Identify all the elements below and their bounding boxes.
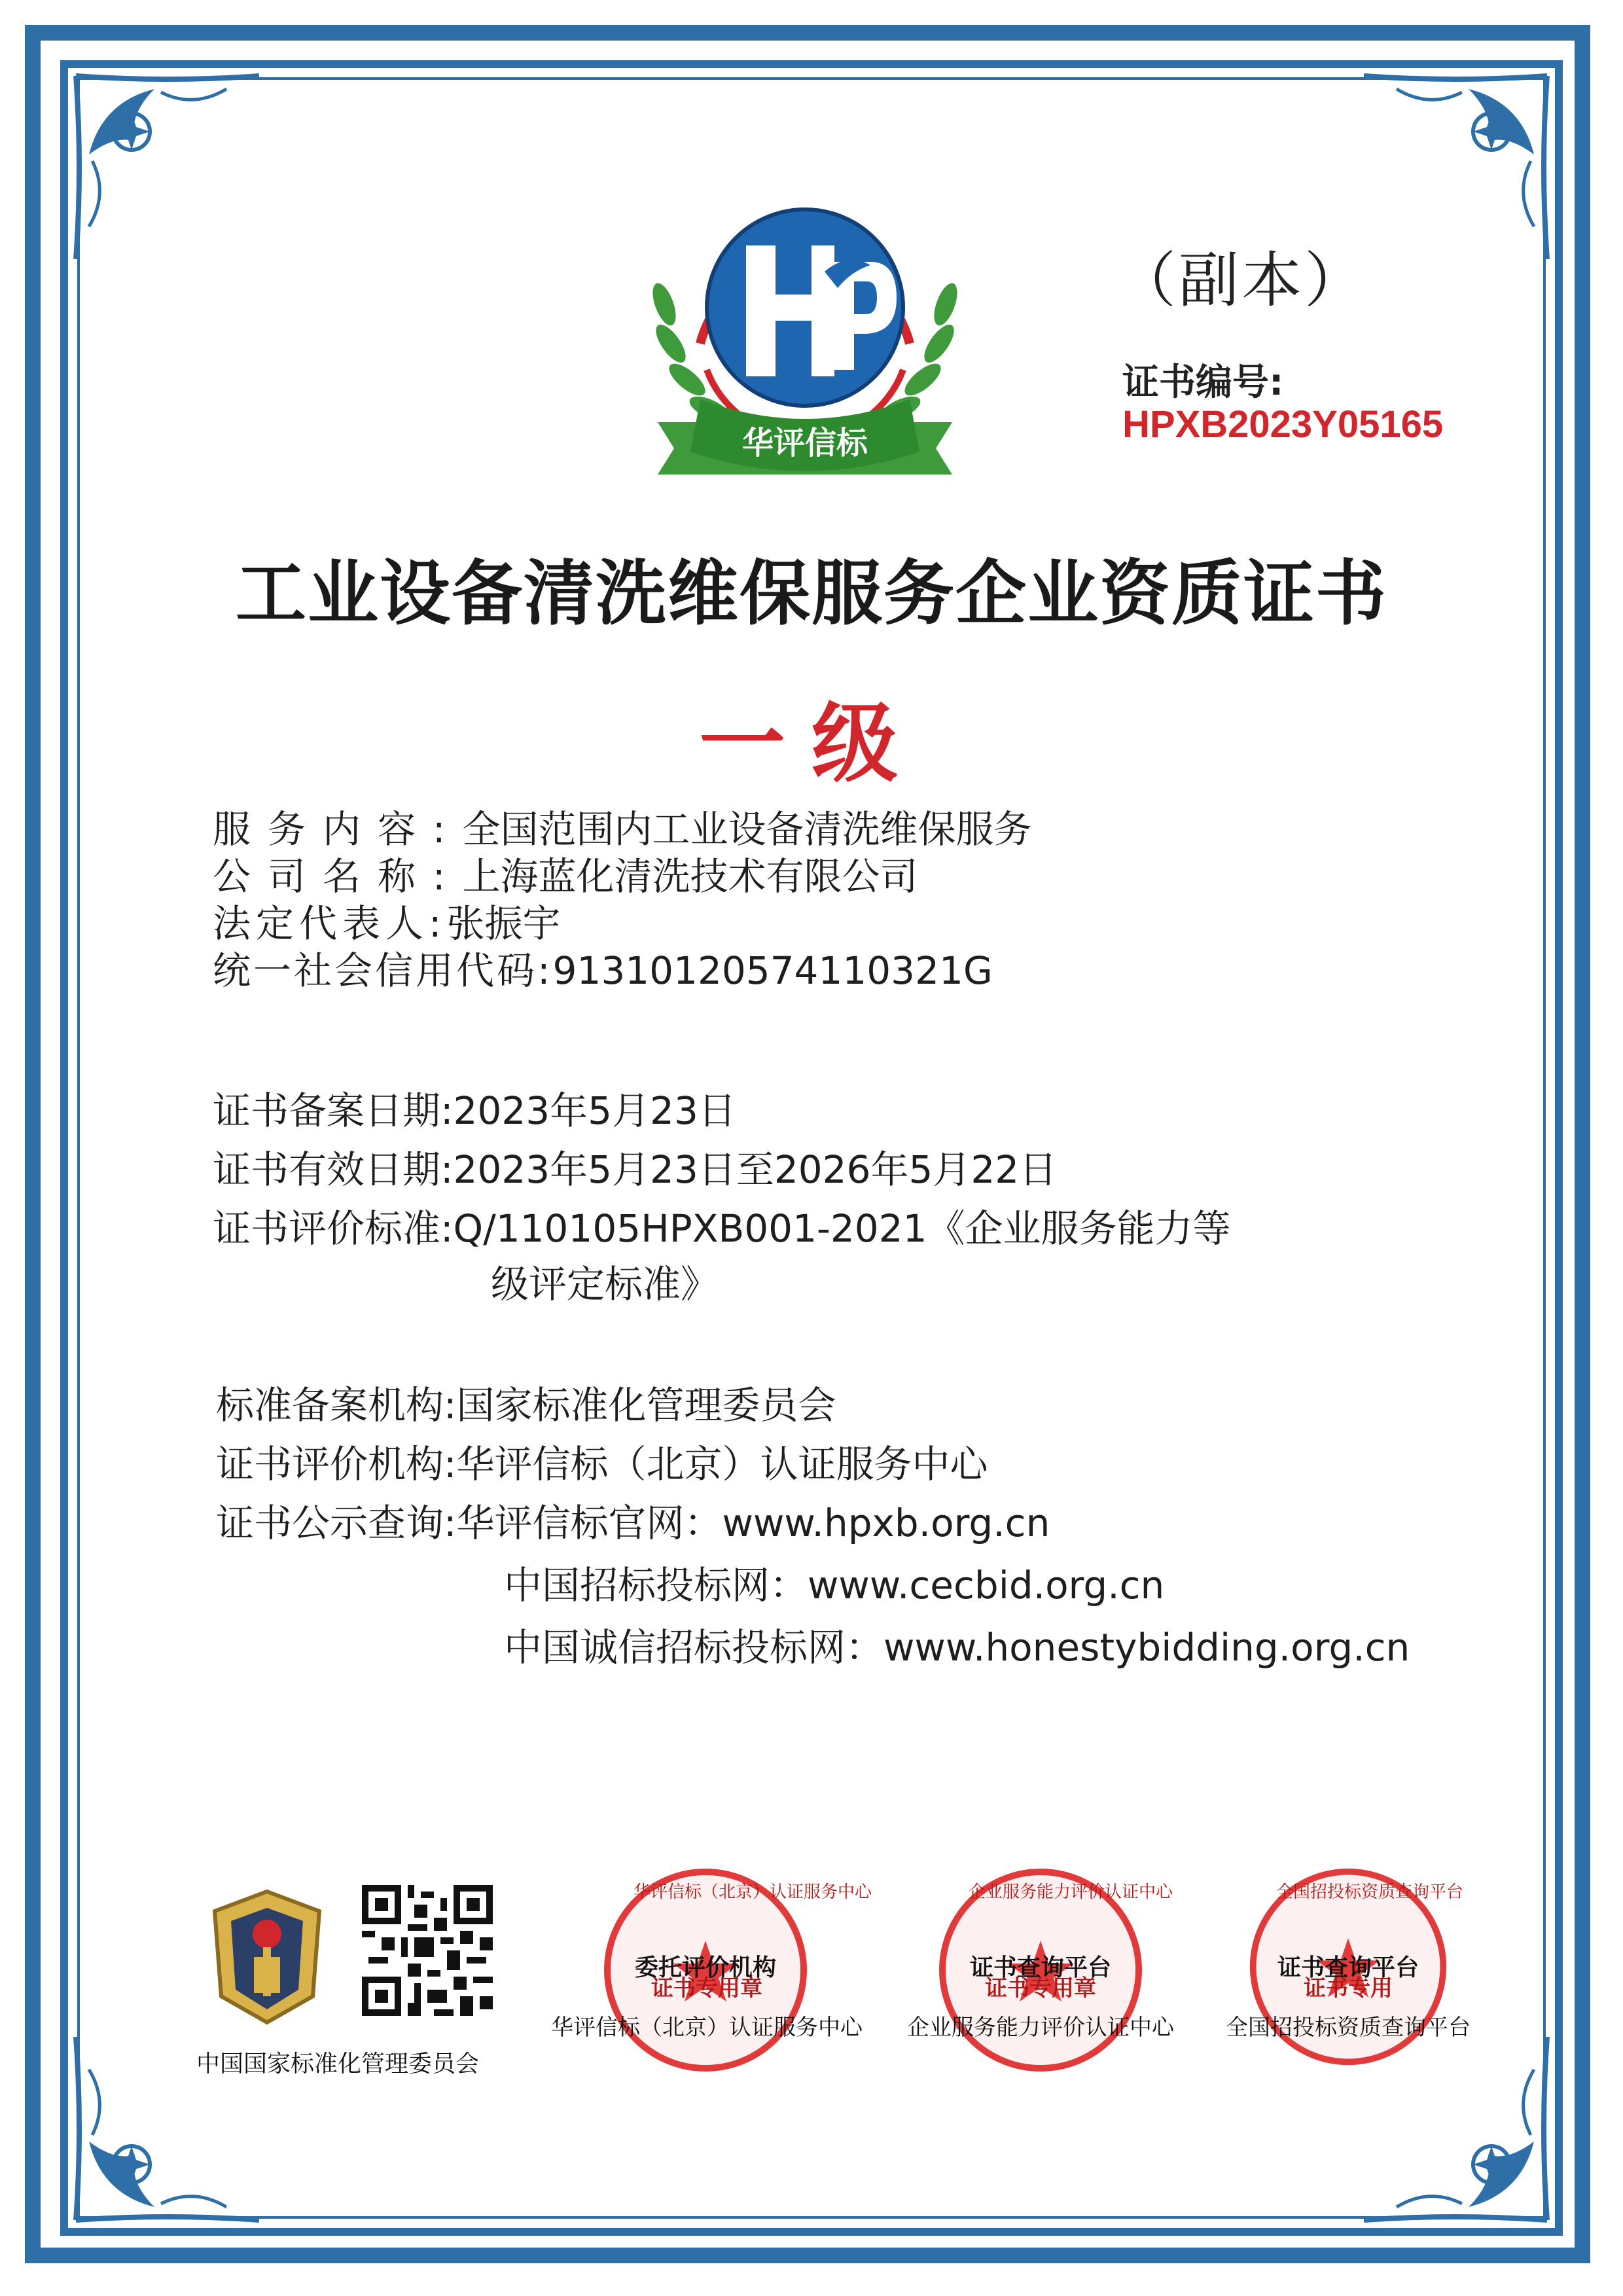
legal-rep-value: 张振宇	[446, 901, 561, 946]
national-emblem-icon	[208, 1885, 326, 2029]
filing-org-label: 标准备案机构:	[216, 1383, 457, 1427]
seal3-org: 全国招投标资质查询平台	[1226, 2015, 1471, 2041]
query-label: 证书公示查询:	[216, 1501, 457, 1545]
eval-org-row	[216, 1433, 988, 1488]
query-site-3: 中国诚信招标投标网：www.honestybidding.org.cn	[504, 1625, 1410, 1670]
query-site-1: 华评信标官网：www.hpxb.org.cn	[456, 1501, 1050, 1545]
seal2-org: 企业服务能力评价认证中心	[907, 2015, 1174, 2041]
standard-row	[213, 1198, 1231, 1253]
filing-date-value: 2023年5月23日	[453, 1088, 736, 1133]
standard-value-line1: Q/110105HPXB001-2021《企业服务能力等	[453, 1206, 1231, 1251]
seal1-ring-text: 华评信标（北京）认证服务中心	[633, 1882, 872, 1902]
certificate-title: 工业设备清洗维保服务企业资质证书	[235, 553, 1387, 635]
cert-no-label: 证书编号:	[1122, 361, 1284, 404]
service-label: 服务内容:	[213, 807, 463, 852]
eval-org-label: 证书评价机构:	[216, 1442, 457, 1486]
seal2-title: 证书查询平台	[969, 1954, 1111, 1981]
service-value: 全国范围内工业设备清洗维保服务	[462, 807, 1032, 852]
query-site-2: 中国招标投标网：www.cecbid.org.cn	[504, 1563, 1165, 1607]
corner-ornament-icon	[1351, 63, 1560, 272]
cert-no: HPXB2023Y05165	[1122, 403, 1444, 446]
credit-code-row	[213, 940, 993, 995]
seal2-bottom-text: 证书专用章	[985, 1975, 1096, 2001]
company-name-label: 公司名称:	[213, 854, 463, 899]
seal1-title: 委托评价机构	[634, 1954, 776, 1981]
seal3-title: 证书查询平台	[1277, 1954, 1419, 1981]
credit-code-value: 91310120574110321G	[552, 948, 993, 993]
seal1-bottom-text: 证书专用章	[651, 1975, 762, 2001]
filing-date-label: 证书备案日期:	[213, 1088, 454, 1133]
valid-date-value: 2023年5月23日至2026年5月22日	[453, 1147, 1058, 1192]
corner-ornament-icon	[63, 63, 272, 272]
emblem-caption: 中国国家标准化管理委员会	[196, 2051, 480, 2077]
seal1-org: 华评信标（北京）认证服务中心	[551, 2015, 863, 2041]
copy-mark: （副本）	[1116, 245, 1368, 315]
seal3-ring-text: 全国招投标资质查询平台	[1276, 1882, 1464, 1902]
query-row	[216, 1492, 1050, 1547]
standard-label: 证书评价标准:	[213, 1206, 454, 1251]
legal-rep-label: 法定代表人:	[213, 901, 447, 946]
certificate-level: 一级	[699, 694, 924, 795]
standard-value-line2: 级评定标准》	[491, 1262, 719, 1306]
filing-org-row	[216, 1374, 836, 1429]
filing-date-row	[213, 1080, 736, 1135]
hpxb-logo	[638, 173, 972, 501]
valid-date-row	[213, 1139, 1057, 1194]
filing-org-value: 国家标准化管理委员会	[456, 1383, 836, 1427]
credit-code-label: 统一社会信用代码:	[213, 948, 553, 993]
valid-date-label: 证书有效日期:	[213, 1147, 454, 1192]
eval-org-value: 华评信标（北京）认证服务中心	[456, 1442, 988, 1486]
qr-code-icon	[362, 1885, 493, 2016]
company-name-value: 上海蓝化清洗技术有限公司	[462, 854, 918, 899]
seal3-bottom-text: 证书专用	[1304, 1975, 1393, 2001]
seal2-ring-text: 企业服务能力评价认证中心	[969, 1882, 1173, 1902]
logo-text: 华评信标	[741, 425, 868, 461]
